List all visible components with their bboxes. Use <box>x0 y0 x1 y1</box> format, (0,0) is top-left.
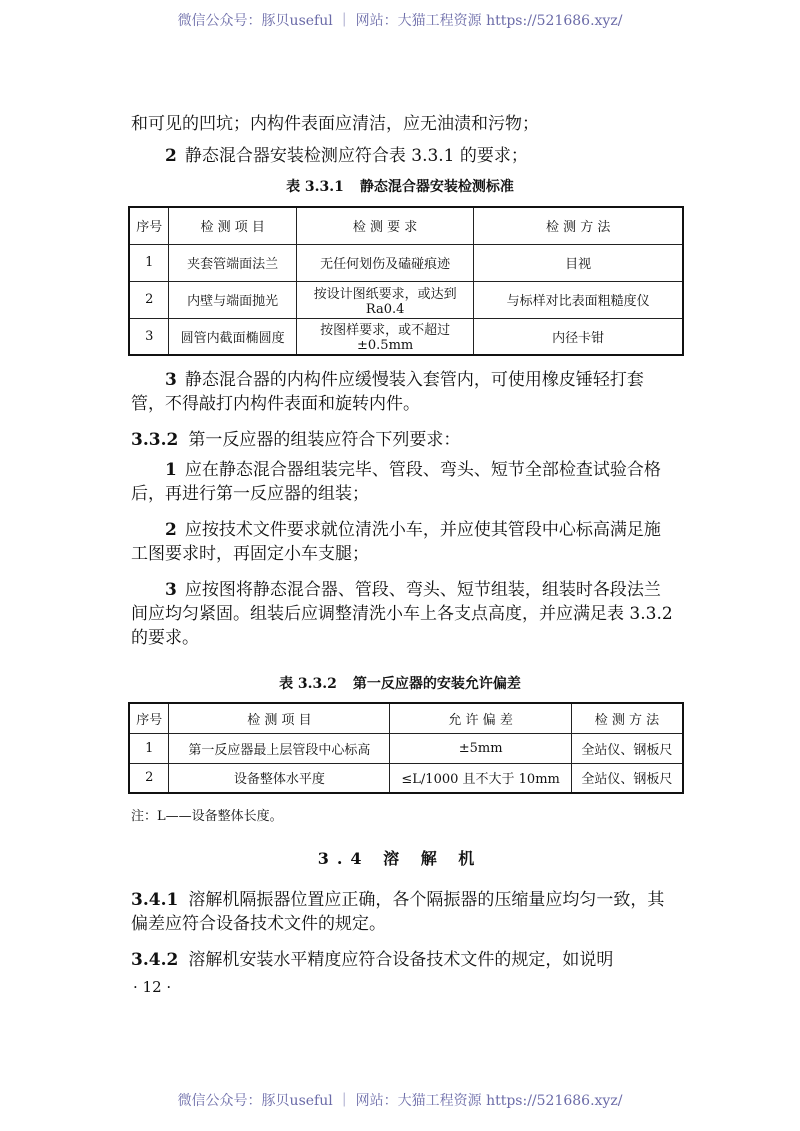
watermark-bottom: 微信公众号：豚贝useful ｜ 网站：大猫工程资源 https://521686.xyz/ <box>177 1093 623 1109</box>
table-row <box>129 733 683 763</box>
table-cell: 3 <box>129 318 169 355</box>
table-inspection-standard <box>128 206 684 356</box>
header-cell: 序号 <box>129 703 169 733</box>
paragraph-text: 第一反应器的组装应符合下列要求： <box>188 430 461 450</box>
clause-3-3-2 <box>131 428 676 452</box>
paragraph-text: 静态混合器安装检测应符合表 3.3.1 的要求； <box>184 146 528 166</box>
header-cell: 检 测 方 法 <box>571 703 683 733</box>
table-header-row <box>129 207 683 244</box>
table2-caption <box>0 673 800 693</box>
table-cell: 2 <box>129 281 169 318</box>
header-cell: 检 测 要 求 <box>296 207 473 244</box>
table-row <box>129 318 683 355</box>
header-cell: 检 测 项 目 <box>169 207 296 244</box>
item-number: 3 <box>165 370 177 390</box>
table1-number: 表 3.3.1 <box>286 179 344 195</box>
item-number: 1 <box>165 460 177 480</box>
table-cell: 内径卡钳 <box>474 318 683 355</box>
table-cell: 1 <box>129 733 169 763</box>
clause-number: 3.4.2 <box>131 950 179 970</box>
section-heading: 3.4 溶 解 机 <box>317 849 483 868</box>
table-cell: 设备整体水平度 <box>169 763 390 793</box>
table2-number: 表 3.3.2 <box>279 676 337 692</box>
header-cell: 允 许 偏 差 <box>390 703 571 733</box>
page-number: · 12 · <box>133 978 172 996</box>
table-row <box>129 244 683 281</box>
paragraph-text: 应按技术文件要求就位清洗小车，并应使其管段中心标高满足施工图要求时，再固定小车支腿； <box>131 520 661 564</box>
table-cell: 按图样要求，或不超过±0.5mm <box>296 318 473 355</box>
paragraph-continuation <box>131 112 676 136</box>
table-cell: 1 <box>129 244 169 281</box>
paragraph-text: 和可见的凹坑；内构件表面应清洁，应无油渍和污物； <box>131 114 539 134</box>
paragraph-item-2 <box>165 144 685 168</box>
table-cell: ±5mm <box>390 733 571 763</box>
table-cell: 第一反应器最上层管段中心标高 <box>169 733 390 763</box>
table-cell: 夹套管端面法兰 <box>169 244 296 281</box>
table2-title: 第一反应器的安装允许偏差 <box>352 676 521 692</box>
header-cell: 检 测 方 法 <box>474 207 683 244</box>
table-cell: 按设计图纸要求，或达到 Ra0.4 <box>296 281 473 318</box>
table-cell: 目视 <box>474 244 683 281</box>
table-cell: 全站仪、钢板尺 <box>571 733 683 763</box>
table-header-row <box>129 703 683 733</box>
table-cell: 与标样对比表面粗糙度仪 <box>474 281 683 318</box>
clause-number: 3.4.1 <box>131 890 179 910</box>
paragraph-text: 溶解机隔振器位置应正确，各个隔振器的压缩量应均匀一致，其偏差应符合设备技术文件的规定。 <box>131 890 665 934</box>
table-cell: ≤L/1000 且不大于 10mm <box>390 763 571 793</box>
table-cell: 无任何划伤及磕碰痕迹 <box>296 244 473 281</box>
paragraph-item-3 <box>131 368 676 416</box>
table-cell: 圆管内截面椭圆度 <box>169 318 296 355</box>
header-cell: 序号 <box>129 207 169 244</box>
table1-title: 静态混合器安装检测标准 <box>359 179 514 195</box>
table-cell: 全站仪、钢板尺 <box>571 763 683 793</box>
paragraph-item-2b <box>131 518 676 566</box>
clause-number: 3.3.2 <box>131 430 179 450</box>
item-number: 2 <box>165 520 177 540</box>
paragraph-text: 应在静态混合器组装完毕、管段、弯头、短节全部检查试验合格后，再进行第一反应器的组装； <box>131 460 661 504</box>
table1-caption <box>0 176 800 196</box>
item-number: 2 <box>165 146 177 166</box>
table-row <box>129 763 683 793</box>
table-cell: 内壁与端面抛光 <box>169 281 296 318</box>
table-note: 注：L——设备整体长度。 <box>131 809 283 824</box>
paragraph-item-3b <box>131 578 676 650</box>
item-number: 3 <box>165 580 177 600</box>
paragraph-item-1 <box>131 458 676 506</box>
paragraph-text: 静态混合器的内构件应缓慢装入套管内，可使用橡皮锤轻打套管，不得敲打内构件表面和旋转内件。 <box>131 370 644 414</box>
clause-3-4-1 <box>131 888 676 936</box>
header-cell: 检 测 项 目 <box>169 703 390 733</box>
table-cell: 2 <box>129 763 169 793</box>
clause-3-4-2 <box>131 948 676 972</box>
paragraph-text: 溶解机安装水平精度应符合设备技术文件的规定，如说明 <box>188 950 614 970</box>
watermark-top: 微信公众号：豚贝useful ｜ 网站：大猫工程资源 https://521686.xyz/ <box>177 13 623 29</box>
paragraph-text: 应按图将静态混合器、管段、弯头、短节组装，组装时各段法兰间应均匀紧固。组装后应调整清洗小车上各支点高度，并应满足表 3.3.2 的要求。 <box>131 580 673 648</box>
table-allowable-deviation <box>128 702 684 794</box>
table-row <box>129 281 683 318</box>
